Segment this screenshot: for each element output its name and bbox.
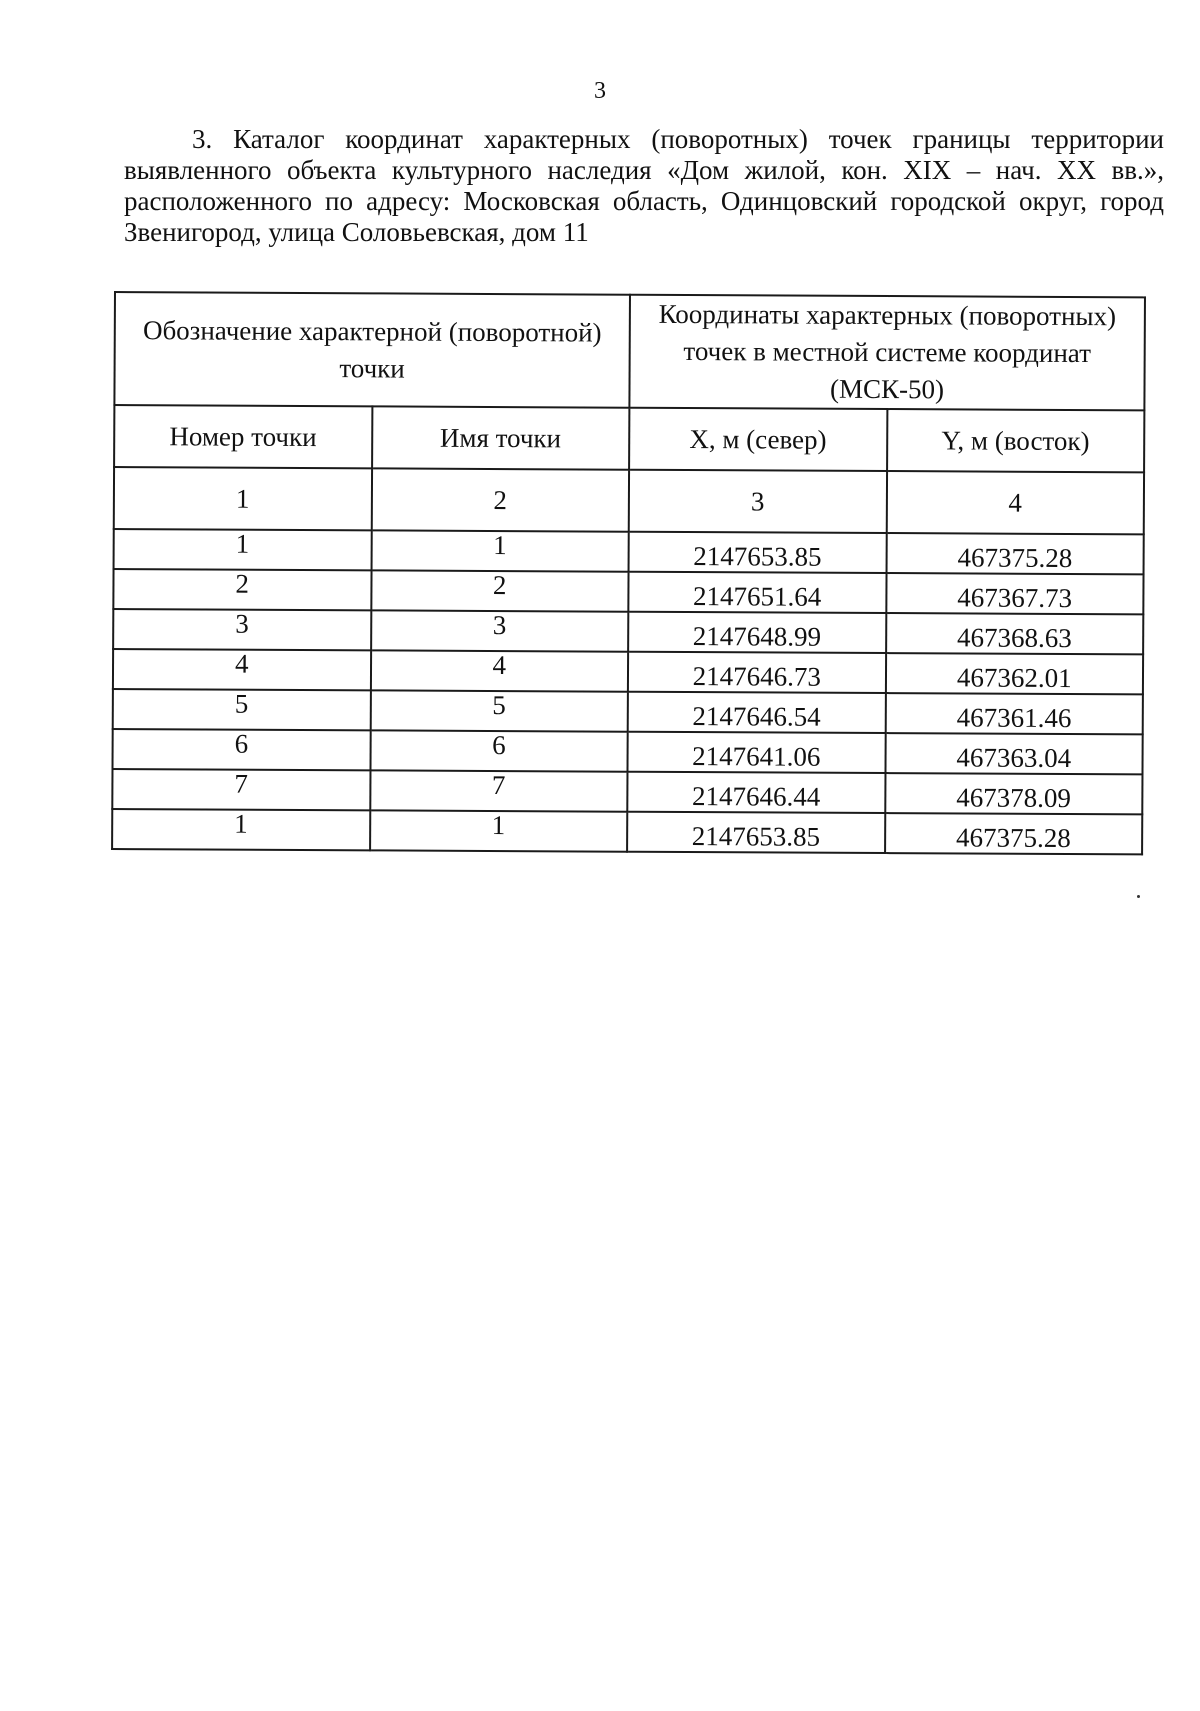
point-name-cell: 1 [370,810,628,851]
point-number-cell: 1 [114,529,372,570]
table-row [112,729,1142,774]
header-y: Y, м (восток) [887,409,1145,472]
table-row [113,689,1143,734]
x-coordinate-cell: 2147646.73 [628,652,886,693]
point-number-cell: 1 [112,809,370,850]
table-row [112,769,1142,814]
point-number-cell: 3 [113,609,371,650]
column-number: 2 [371,468,629,531]
point-name-cell: 1 [371,530,629,571]
point-number-cell: 6 [112,729,370,770]
column-number: 1 [114,467,372,530]
table-row [112,809,1142,854]
header-x: X, м (север) [629,408,887,471]
point-name-cell: 6 [370,730,628,771]
header-point-number: Номер точки [114,405,372,468]
intro-paragraph: 3. Каталог координат характерных (поворотных) точек границы территории выявленного объекта культурного наследия «Дом жилой, кон. XIX – нач. XX вв.», расположенного по адресу: Московская область, Одинцовский городской округ, город Звенигород, улица Соловьевская, дом 11 [124,124,1164,247]
y-coordinate-cell: 467375.28 [886,533,1144,574]
x-coordinate-cell: 2147646.54 [628,692,886,733]
y-coordinate-cell: 467378.09 [885,773,1143,814]
y-coordinate-cell: 467368.63 [886,613,1144,654]
point-number-cell: 2 [113,569,371,610]
table-row [113,569,1143,614]
point-name-cell: 3 [371,610,629,651]
point-name-cell: 5 [370,690,628,731]
point-name-cell: 4 [370,650,628,691]
column-number: 4 [886,471,1144,534]
x-coordinate-cell: 2147646.44 [627,772,885,813]
point-number-cell: 7 [112,769,370,810]
table-row [113,649,1143,694]
point-name-cell: 7 [370,770,628,811]
x-coordinate-cell: 2147653.85 [629,532,887,573]
page-number: 3 [594,78,606,104]
coordinates-table [111,291,1146,855]
x-coordinate-cell: 2147641.06 [627,732,885,773]
x-coordinate-cell: 2147653.85 [627,812,885,853]
y-coordinate-cell: 467375.28 [885,813,1143,854]
column-number: 3 [629,470,887,533]
y-coordinate-cell: 467363.04 [885,733,1143,774]
point-number-cell: 4 [113,649,371,690]
y-coordinate-cell: 467367.73 [886,573,1144,614]
x-coordinate-cell: 2147651.64 [628,572,886,613]
x-coordinate-cell: 2147648.99 [628,612,886,653]
table-row [114,529,1144,574]
y-coordinate-cell: 467362.01 [885,653,1143,694]
point-name-cell: 2 [371,570,629,611]
header-designation: Обозначение характерной (поворотной) точки [114,292,630,408]
y-coordinate-cell: 467361.46 [885,693,1143,734]
point-number-cell: 5 [113,689,371,730]
header-coordinates: Координаты характерных (поворотных) точек в местной системе координат (МСК-50) [629,295,1145,411]
scan-speck [1137,895,1140,898]
table-row [113,609,1143,654]
header-point-name: Имя точки [372,406,630,469]
